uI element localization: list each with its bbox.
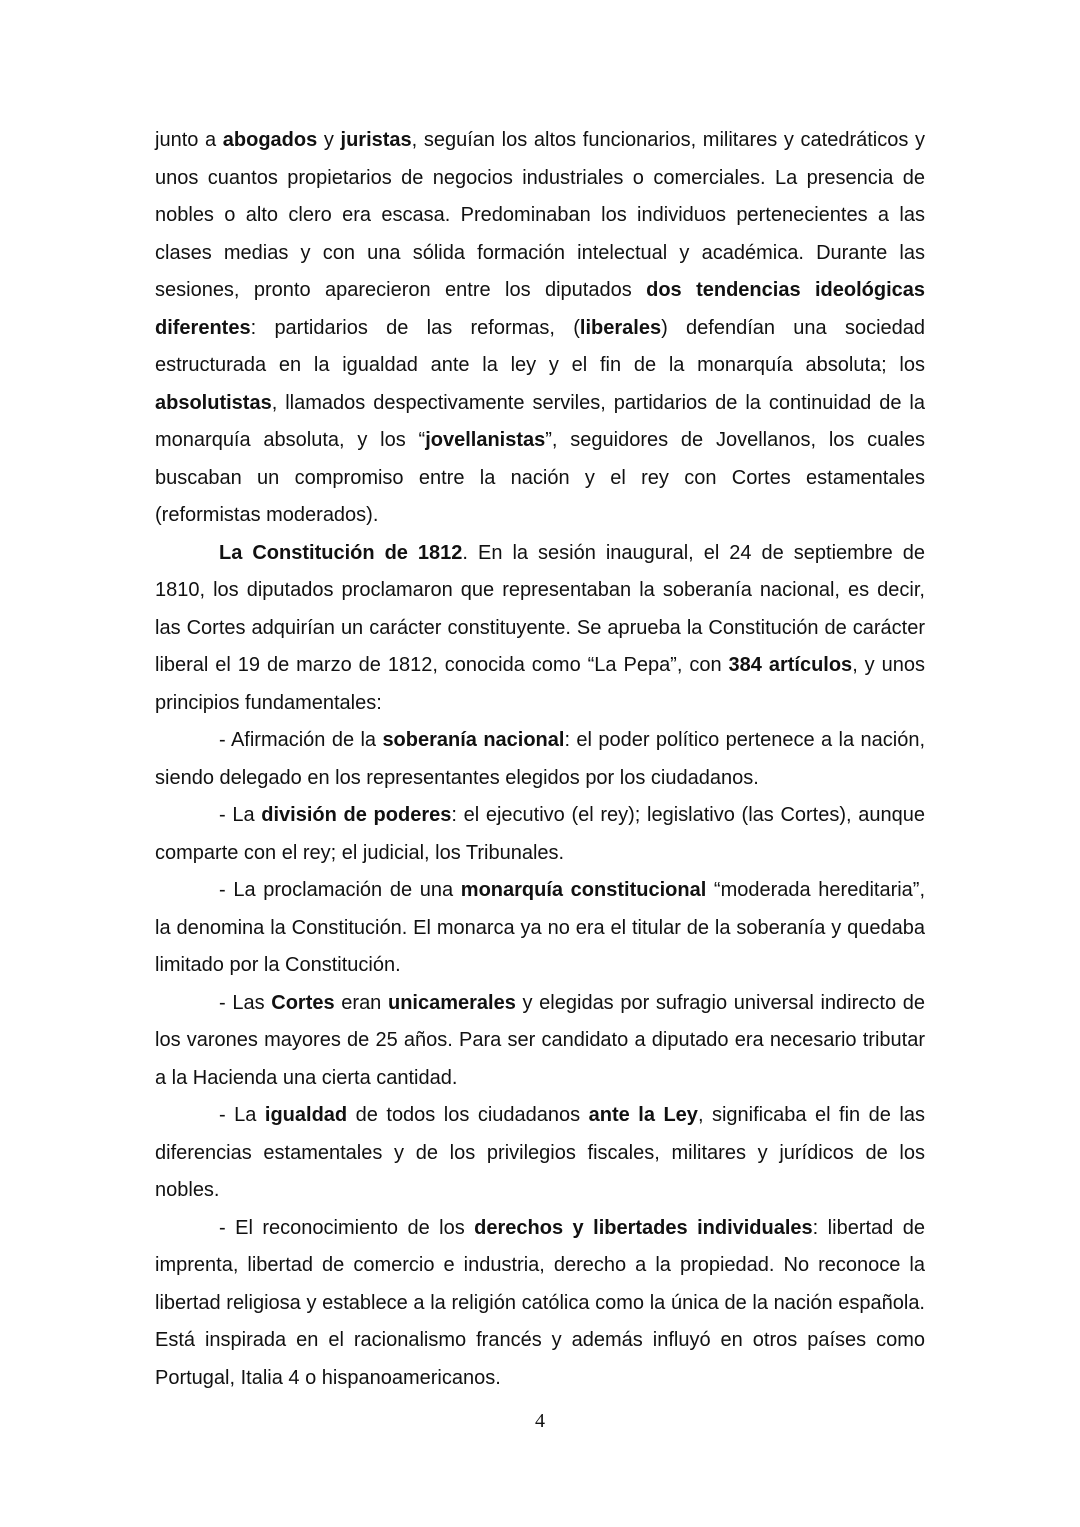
page-number: 4	[535, 1410, 545, 1432]
bold-text: juristas	[340, 129, 412, 151]
text-run: : libertad de imprenta, libertad de comercio e industria, derecho a la propiedad. No reconoce la libertad religiosa y establece a la religión católica como la única de la nación española. Está inspirada en el racionalismo francés y además influyó en otros países como Portugal, Italia 4 o hispanoamericanos.	[155, 1216, 925, 1389]
bold-text: derechos y libertades individuales	[474, 1216, 813, 1239]
bold-text: jovellanistas	[425, 429, 546, 451]
bold-text: liberales	[579, 316, 662, 339]
text-run: , y unos principios fundamentales:	[155, 654, 925, 714]
bold-text: igualdad	[264, 1104, 348, 1126]
bold-text: ante la Ley	[588, 1104, 698, 1126]
text-run: - La	[219, 804, 262, 826]
bold-text: La Constitución de 1812	[219, 541, 463, 564]
text-run: : partidarios de las reformas, (	[250, 316, 580, 339]
text-run: eran	[334, 991, 388, 1014]
text-run: junto a	[155, 129, 223, 151]
text-run: : el poder político pertenece a la nación, siendo delegado en los representantes elegidos por los ciudadanos.	[155, 729, 926, 789]
text-run: - Las	[219, 991, 272, 1014]
text-run: “moderada hereditaria”, la denomina la Constitución. El monarca ya no era el titular de la soberanía y quedaba limitado por la Constitución.	[155, 879, 926, 976]
text-run: , seguían los altos funcionarios, militares y catedráticos y unos cuantos propietarios de negocios industriales o comerciales. La presencia de nobles o alto clero era escasa. Predominaban los individuos pertenecientes a las clases medias y con una sólida formación intelectual y académica. Durante las sesiones, pronto aparecieron entre los diputados	[155, 129, 925, 301]
text-run: y	[317, 129, 341, 151]
bold-text: dos tendencias ideológicas diferentes	[155, 279, 925, 339]
paragraph	[155, 872, 925, 985]
text-run: , significaba el fin de las diferencias estamentales y de los privilegios fiscales, militares y jurídicos de los nobles.	[155, 1104, 925, 1201]
text-run: - La proclamación de una	[219, 879, 461, 901]
text-run: : el ejecutivo (el rey); legislativo (las Cortes), aunque comparte con el rey; el judicial, los Tribunales.	[155, 804, 925, 864]
paragraph	[155, 535, 925, 723]
text-run: . En la sesión inaugural, el 24 de septiembre de 1810, los diputados proclamaron que representaban la soberanía nacional, es decir, las Cortes adquirían un carácter constituyente. Se aprueba la Constitución de carácter liberal el 19 de marzo de 1812, conocida como “La Pepa”, con	[155, 541, 925, 676]
bold-text: unicamerales	[387, 991, 516, 1014]
text-run: ”, seguidores de Jovellanos, los cuales buscaban un compromiso entre la nación y el rey con Cortes estamentales (reformistas moderados).	[155, 429, 925, 526]
text-run: de todos los ciudadanos	[347, 1104, 589, 1126]
text-run: - La	[219, 1104, 265, 1126]
paragraph	[155, 1097, 925, 1210]
paragraph	[155, 1210, 925, 1398]
text-run: , llamados despectivamente serviles, partidarios de la continuidad de la monarquía absoluta, y los “	[155, 391, 925, 451]
paragraph	[155, 985, 925, 1098]
text-run: - Afirmación de la	[219, 729, 383, 751]
paragraph	[155, 722, 925, 797]
paragraph	[155, 122, 925, 535]
text-run: ) defendían una sociedad estructurada en la igualdad ante la ley y el fin de la monarquía absoluta; los	[155, 316, 926, 376]
paragraph	[155, 797, 925, 872]
bold-text: Cortes	[271, 991, 335, 1014]
text-run: - El reconocimiento de los	[219, 1216, 475, 1239]
bold-text: división de poderes	[261, 804, 452, 826]
bold-text: soberanía nacional	[382, 729, 565, 751]
document-body	[155, 122, 925, 1397]
bold-text: monarquía constitucional	[460, 879, 707, 901]
bold-text: absolutistas	[155, 391, 272, 414]
text-run: y elegidas por sufragio universal indirecto de los varones mayores de 25 años. Para ser candidato a diputado era necesario tributar a la Hacienda una cierta cantidad.	[155, 991, 925, 1089]
bold-text: abogados	[222, 129, 318, 151]
bold-text: 384 artículos	[728, 654, 853, 676]
